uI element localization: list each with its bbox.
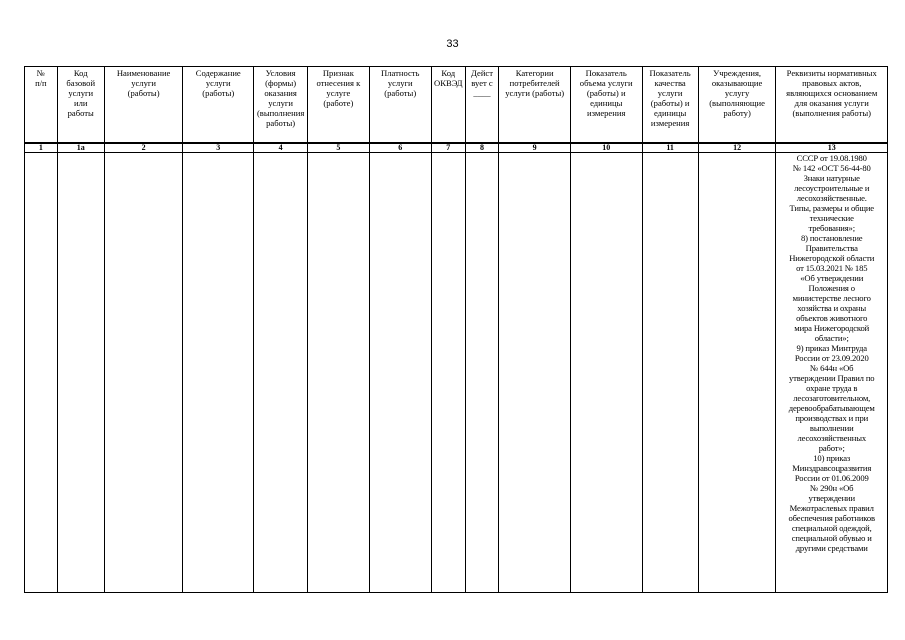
- services-register-table: [24, 66, 888, 593]
- header-cell-4: Условия (формы) оказания услуги (выполнения работы): [254, 67, 308, 144]
- header-cell-5: Признак отнесения к услуге (работе): [308, 67, 369, 144]
- table-cell: [570, 153, 642, 593]
- table-cell: [57, 153, 104, 593]
- table-cell: [104, 153, 183, 593]
- header-cell-13: Реквизиты нормативных правовых актов, являющихся основанием для оказания услуги (выполнения работы): [776, 67, 888, 144]
- column-number: 12: [698, 143, 776, 153]
- table-cell: [499, 153, 571, 593]
- table-cell: [465, 153, 499, 593]
- header-cell-11: Показатель качества услуги (работы) и единицы измерения: [642, 67, 698, 144]
- column-number: 3: [183, 143, 254, 153]
- column-number: 4: [254, 143, 308, 153]
- column-number: 9: [499, 143, 571, 153]
- header-cell-9: Категории потребителей услуги (работы): [499, 67, 571, 144]
- table-cell: [698, 153, 776, 593]
- column-number: 11: [642, 143, 698, 153]
- column-number: 10: [570, 143, 642, 153]
- table-cell: [308, 153, 369, 593]
- column-number: 13: [776, 143, 888, 153]
- column-number: 7: [431, 143, 465, 153]
- header-cell-1a: Код базовой услуги или работы: [57, 67, 104, 144]
- column-number: 6: [369, 143, 431, 153]
- table-cell: [25, 153, 58, 593]
- table-cell: [431, 153, 465, 593]
- table-cell: [183, 153, 254, 593]
- header-cell-12: Учреждения, оказывающие услугу (выполняющие работу): [698, 67, 776, 144]
- column-number: 2: [104, 143, 183, 153]
- page-number: 33: [446, 38, 459, 50]
- header-cell-7: Код ОКВЭД: [431, 67, 465, 144]
- legal-acts-cell: СССР от 19.08.1980 № 142 «ОСТ 56-44-80 Знаки натурные лесоустроительные и лесохозяйственные. Типы, размеры и общие технические требования»; 8) постановление Правительства Нижегородской области от 15.03.2021 № 185 «Об утверждении Положения о министерстве лесного хозяйства и охраны объектов животного мира Нижегородской области»; 9) приказ Минтруда России от 23.09.2020 № 644н «Об утверждении Правил по охране труда в лесозаготовительном, деревообрабатывающем производствах и при выполнении лесохозяйственных работ»; 10) приказ Минздравсоцразвития России от 01.06.2009 № 290н «Об утверждении Межотраслевых правил обеспечения работников специальной одеждой, специальной обувью и другими средствами: [776, 153, 888, 593]
- header-cell-3: Содержание услуги (работы): [183, 67, 254, 144]
- header-cell-1: № п/п: [25, 67, 58, 144]
- table-row: [25, 153, 888, 593]
- header-cell-6: Платность услуги (работы): [369, 67, 431, 144]
- column-number: 5: [308, 143, 369, 153]
- column-number: 1а: [57, 143, 104, 153]
- column-number: 1: [25, 143, 58, 153]
- header-row: [25, 67, 888, 144]
- header-cell-2: Наименование услуги (работы): [104, 67, 183, 144]
- header-cell-8: Дейст вует с ____: [465, 67, 499, 144]
- header-cell-10: Показатель объема услуги (работы) и единицы измерения: [570, 67, 642, 144]
- table-cell: [369, 153, 431, 593]
- column-number: 8: [465, 143, 499, 153]
- table-cell: [642, 153, 698, 593]
- column-number-row: [25, 143, 888, 153]
- table-cell: [254, 153, 308, 593]
